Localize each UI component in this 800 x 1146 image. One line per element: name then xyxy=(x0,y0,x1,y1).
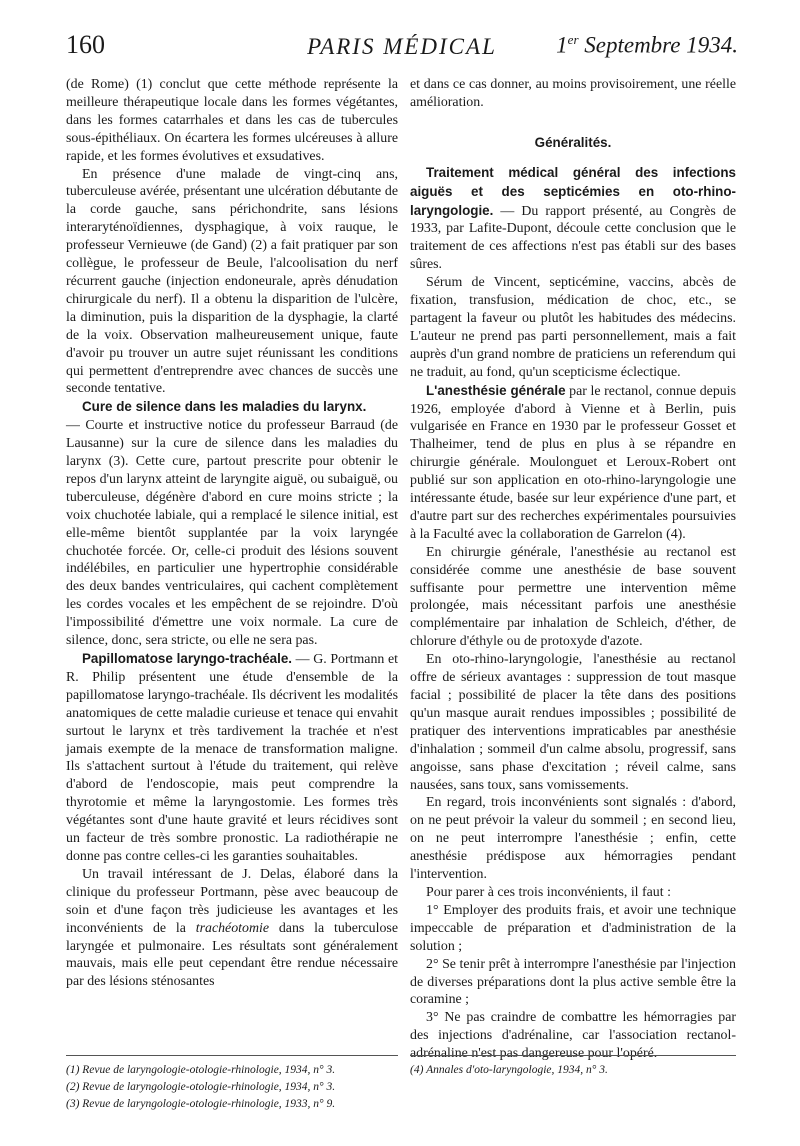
article-heading: Traitement médical général des infections aiguës et des septicémies en oto-rhino-laryngologie. xyxy=(410,164,736,218)
footnotes-right xyxy=(410,1055,736,1079)
page-header xyxy=(66,28,738,64)
paragraph: 1° Employer des produits frais, et avoir une technique impeccable de préparation et d'administration de la solution ; xyxy=(410,902,736,954)
paragraph: et dans ce cas donner, au moins provisoirement, une réelle amélioration. xyxy=(410,77,736,110)
footnote: (4) Annales d'oto-laryngologie, 1934, n° 3. xyxy=(410,1064,608,1076)
paragraph: Sérum de Vincent, septicémine, vaccins, abcès de fixation, transfusion, médication de choc, etc., se partagent la faveur ou plutôt les habitudes des médecins. L'auteur ne prend pas parti personnellement, mais a fait auprès d'un grand nombre de praticiens un referendum qui ne traduit, au fond, qu'un scepticisme éclectique. xyxy=(410,275,736,380)
section-heading: Généralités. xyxy=(534,134,612,150)
paragraph: 2° Se tenir prêt à interrompre l'anesthésie par l'injection de diverses préparations dont la plus active semble être la coramine ; xyxy=(410,956,736,1008)
left-column xyxy=(66,76,398,991)
paragraph: En oto-rhino-laryngologie, l'anesthésie au rectanol offre de sérieux avantages : suppression de tout masque facial ; possibilité de placer la tête dans des positions qu'un masque aurait rendues impossibles ; possibilité de pratiquer des interventions impraticables par anesthésie d'inhalation ; sommeil d'un calme absolu, progressif, sans angoisse, sans phase d'excitation ; réveil calme, sans nausées, sans toux, sans vomissements. xyxy=(410,652,736,793)
footnote: (2) Revue de laryngologie-otologie-rhinologie, 1934, n° 3. xyxy=(66,1081,336,1093)
paragraph: Traitement médical général des infections aiguës et des septicémies en oto-rhino-laryngologie. — Du rapport présenté, au Congrès de 1933, par Lafite-Dupont, découle cette conclusion que le traitement de ces affections n'est pas établi sur des bases sûres. xyxy=(410,164,736,273)
article-heading: Papillomatose laryngo-trachéale. xyxy=(82,651,293,666)
paragraph: Pour parer à ces trois inconvénients, il faut : xyxy=(426,884,671,900)
paragraph: L'anesthésie générale par le rectanol, connue depuis 1926, employée d'abord à Vienne et à Berlin, puis vulgarisée en France en 1930 par le professeur Gosset et Thalheimer, tend de plus en plus à se répandre en chirurgie générale. Moulonguet et Leroux-Robert ont publié sur son application en oto-rhino-laryngologie une intéressante étude, basée sur leur expérience d'une part, et d'autre part sur des recherches expérimentales poursuivies à la Faculté avec la collaboration de Garrelon (4). xyxy=(410,382,736,542)
paragraph: (de Rome) (1) conclut que cette méthode représente la meilleure thérapeutique locale dans les formes végétantes, dans les formes catarrhales et dans les cas de tubercules sous-épithéliaux. On écartera les formes ulcéreuses à allure rapide, et les formes évolutives et exsudatives. xyxy=(66,77,398,164)
paragraph: Un travail intéressant de J. Delas, élaboré dans la clinique du professeur Portmann, pèse avec beaucoup de soin et d'une façon très judicieuse les avantages et les inconvénients de la trachéotomie dans la tuberculose laryngée et pulmonaire. Les résultats sont généralement mauvais, mais elle peut cependant être rendue nécessaire par des lésions sténosantes xyxy=(66,866,398,990)
article-heading: L'anesthésie générale xyxy=(426,382,566,398)
issue-date: 1er Septembre 1934. xyxy=(556,32,738,58)
paragraph: 3° Ne pas craindre de combattre les hémorragies par des injections d'adrénaline, car l'association rectanol-adrénaline n'est pas dangereuse pour l'opéré. xyxy=(410,1010,736,1062)
paragraph: Cure de silence dans les maladies du larynx. — Courte et instructive notice du professeur Barraud (de Lausanne) sur la cure de silence dans les maladies du larynx (3). Cette cure, partout prescrite pour obtenir le repos d'un larynx atteint de laryngite aiguë, ou subaiguë, ou tuberculeuse, dégénère d'abord en cure moins stricte ; la voix chuchotée labiale, qui a remplacé le silence initial, est elle-même bientôt supplantée par la voix laryngée chuchotée forcée. Or, celle-ci produit des lésions souvent indélébiles, en particulier une hypertrophie considérable des deux bandes ventriculaires, qui cachent complètement les cordes vocales et les empêchent de se rejoindre. D'où l'impossibilité d'émettre une voix normale. La cure de silence, donc, sera stricte, ou elle ne sera pas. xyxy=(66,399,398,649)
paragraph: En présence d'une malade de vingt-cinq ans, tuberculeuse avérée, présentant une ulcération débutante de la corde gauche, sans périchondrite, sans lésions interaryténoïdiennes, dysphagique, à voix rauque, le professeur Vernieuwe (de Gand) (2) a fait pratiquer par son collègue, le professeur de Beule, l'alcoolisation du nerf récurrent gauche (injection endoneurale, après dénudation chirurgicale du nerf). Il a obtenu la disparition de l'ulcère, la diminution, puis la disparition de la dysphagie, la clarté de la voix. Observation malheureusement unique, faute d'avoir pu trouver un autre sujet réunissant les conditions qui permettent d'entreprendre avec chances de succès une seconde tentative. xyxy=(66,166,398,397)
footnote: (1) Revue de laryngologie-otologie-rhinologie, 1934, n° 3. xyxy=(66,1064,336,1076)
paragraph: En regard, trois inconvénients sont signalés : d'abord, on ne peut prévoir la valeur du sommeil ; en second lieu, on ne peut interrompre l'anesthésie ; enfin, cette anesthésie prédispose aux hémorragies pendant l'intervention. xyxy=(410,795,736,883)
right-column xyxy=(410,76,736,1063)
journal-title: PARIS MÉDICAL xyxy=(307,34,497,59)
footnotes-left xyxy=(66,1055,398,1113)
article-heading: Cure de silence dans les maladies du larynx. xyxy=(82,399,367,415)
paragraph: Papillomatose laryngo-trachéale. — G. Portmann et R. Philip présentent une étude d'ensemble de la papillomatose laryngo-trachéale. Ils décrivent les modalités anatomiques de cette maladie curieuse et tenace qui envahit surtout le larynx et très tardivement la trachée et n'est jamais exempte de la menace de transformation maligne. Ils s'attachent surtout à l'étude du traitement, qui relève d'abord de l'endoscopie, mais peut comprendre la thyrotomie et même la laryngostomie. Les formes très végétantes sont d'une haute gravité et leurs récidives sont un facteur de très sombre pronostic. La radiothérapie ne donne pas contre celles-ci les garanties souhaitables. xyxy=(66,651,399,864)
paragraph: En chirurgie générale, l'anesthésie au rectanol est considérée comme une anesthésie de base souvent suffisante pour permettre une intervention même prolongée, mais nécessitant parfois une anesthésie complémentaire par inhalation de Schleich, d'éther, de chlorure d'éthyle ou de protoxyde d'azote. xyxy=(410,544,736,650)
page-number: 160 xyxy=(66,30,105,59)
footnote: (3) Revue de laryngologie-otologie-rhinologie, 1933, n° 9. xyxy=(66,1098,336,1110)
